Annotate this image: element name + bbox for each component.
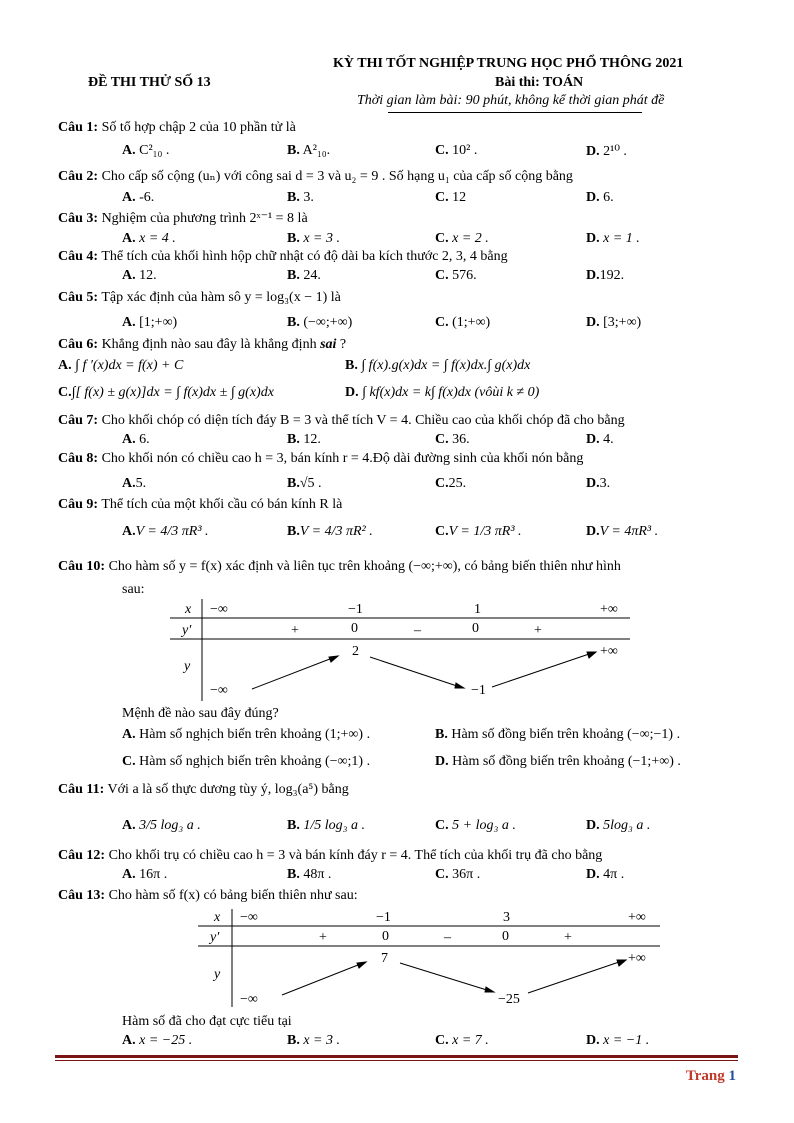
y-value: −1 <box>471 683 486 698</box>
y-value: +∞ <box>628 951 646 966</box>
question-8: Câu 8: Cho khối nón có chiều cao h = 3, bán kính r = 4.Độ dài đường sinh của khối nón bằng <box>58 451 584 466</box>
option-c: C. x = 7 . <box>435 1033 489 1048</box>
time-note-underline <box>388 112 642 113</box>
question-10: Câu 10: Cho hàm số y = f(x) xác định và liên tục trên khoảng (−∞;+∞), có bảng biến thiên như hình <box>58 559 621 574</box>
option-d: D. 4π . <box>586 867 625 882</box>
option-d: D.192. <box>586 268 625 283</box>
option-b: B. x = 3 . <box>287 1033 341 1048</box>
option-c: C.∫[ f(x) ± g(x)]dx = ∫ f(x)dx ± ∫ g(x)dx <box>58 385 274 400</box>
option-c: C. 12 <box>435 190 467 205</box>
sign: – <box>444 930 451 945</box>
row-label-x: x <box>185 602 192 617</box>
y-value: −∞ <box>240 992 258 1007</box>
option-a: A. -6. <box>122 190 155 205</box>
row-label-yprime: y′ <box>182 623 192 638</box>
sign: 0 <box>351 621 358 636</box>
variation-table-13 <box>198 907 668 1009</box>
option-d: D. ∫ kf(x)dx = k∫ f(x)dx (vôùi k ≠ 0) <box>345 385 540 400</box>
increase-arrow <box>528 961 622 993</box>
arrow-head <box>455 683 464 688</box>
x-value: −1 <box>348 602 363 617</box>
question-2: Câu 2: Cho cấp số cộng (uₙ) với công sai d = 3 và u₂ = 9 . Số hạng u₁ của cấp số cộng bằng <box>58 169 573 184</box>
option-b: B. 48π . <box>287 867 332 882</box>
option-c: C. 576. <box>435 268 477 283</box>
question-6: Câu 6: Khẳng định nào sau đây là khẳng định sai ? <box>58 337 347 352</box>
option-b: B. (−∞;+∞) <box>287 315 353 330</box>
option-c: C. x = 2 . <box>435 231 489 246</box>
option-a: A. ∫ f ′(x)dx = f(x) + C <box>58 358 184 373</box>
y-value: −25 <box>498 992 520 1007</box>
sign: + <box>564 930 572 945</box>
question-11: Câu 11: Với a là số thực dương tùy ý, log₃(a⁵) bằng <box>58 782 349 797</box>
exam-title: KỲ THI TỐT NGHIỆP TRUNG HỌC PHỔ THÔNG 2021 <box>333 56 684 71</box>
question-7: Câu 7: Cho khối chóp có diện tích đáy B = 3 và thể tích V = 4. Chiều cao của khối chóp đã cho bằng <box>58 413 625 428</box>
arrow-head <box>587 652 596 658</box>
option-b: B. ∫ f(x).g(x)dx = ∫ f(x)dx.∫ g(x)dx <box>345 358 531 373</box>
increase-arrow <box>252 657 335 689</box>
question-5: Câu 5: Tập xác định của hàm sô y = log₃(x − 1) là <box>58 290 341 305</box>
option-a: A. 16π . <box>122 867 168 882</box>
option-c: C. 36π . <box>435 867 481 882</box>
decrease-arrow <box>400 963 490 991</box>
option-d: D. Hàm số đồng biến trên khoảng (−1;+∞) . <box>435 754 681 769</box>
decrease-arrow <box>370 657 460 687</box>
sign: 0 <box>472 621 479 636</box>
arrow-head <box>485 987 494 992</box>
option-d: D. [3;+∞) <box>586 315 642 330</box>
sign: + <box>291 623 299 638</box>
option-d: D. 6. <box>586 190 614 205</box>
option-a: A. x = −25 . <box>122 1033 193 1048</box>
option-b: B.V = 4/3 πR² . <box>287 524 373 539</box>
sign: 0 <box>382 929 389 944</box>
variation-table-10 <box>170 597 640 703</box>
exam-subject: Bài thi: TOÁN <box>495 75 584 90</box>
page-word: Trang <box>685 1068 725 1084</box>
x-value: −∞ <box>210 602 228 617</box>
x-value: 1 <box>474 602 481 617</box>
option-b: B. A²₁₀. <box>287 143 331 158</box>
option-d: D. 5log₃ a . <box>586 818 651 833</box>
option-b: B. 3. <box>287 190 314 205</box>
option-a: A. [1;+∞) <box>122 315 178 330</box>
option-b: B. 1/5 log₃ a . <box>287 818 365 833</box>
sign: – <box>414 623 421 638</box>
option-a: A. 6. <box>122 432 150 447</box>
increase-arrow <box>282 963 363 995</box>
page-number: 1 <box>728 1068 736 1084</box>
y-value: 2 <box>352 644 359 659</box>
option-a: A.5. <box>122 476 147 491</box>
question-10-prompt: Mệnh đề nào sau đây đúng? <box>122 706 279 721</box>
y-value: −∞ <box>210 683 228 698</box>
question-3: Câu 3: Nghiệm của phương trình 2ˣ⁻¹ = 8 là <box>58 211 308 226</box>
option-a: A. C²₁₀ . <box>122 143 170 158</box>
option-c: C. 10² . <box>435 143 478 158</box>
option-d: D.3. <box>586 476 611 491</box>
increase-arrow <box>492 653 592 687</box>
question-13: Câu 13: Cho hàm số f(x) có bảng biến thiên như sau: <box>58 888 358 903</box>
question-13-prompt: Hàm số đã cho đạt cực tiểu tại <box>122 1014 292 1029</box>
x-value: −∞ <box>240 910 258 925</box>
emphasis-word: sai <box>320 337 337 352</box>
option-a: A. 3/5 log₃ a . <box>122 818 201 833</box>
option-c: C. 5 + log₃ a . <box>435 818 516 833</box>
arrow-head <box>617 960 626 966</box>
option-c: C. (1;+∞) <box>435 315 491 330</box>
option-c: C. 36. <box>435 432 470 447</box>
option-b: B. 24. <box>287 268 321 283</box>
option-d: D. x = 1 . <box>586 231 640 246</box>
sign: + <box>534 623 542 638</box>
sign: 0 <box>502 929 509 944</box>
footer-rule-thick <box>55 1055 738 1058</box>
row-label-y: y <box>184 659 191 674</box>
question-12: Câu 12: Cho khối trụ có chiều cao h = 3 và bán kính đáy r = 4. Thể tích của khối trụ đã cho bằng <box>58 848 603 863</box>
question-4: Câu 4: Thể tích của khối hình hộp chữ nhật có độ dài ba kích thước 2, 3, 4 bằng <box>58 249 508 264</box>
option-c: C.V = 1/3 πR³ . <box>435 524 522 539</box>
question-9: Câu 9: Thể tích của một khối cầu có bán kính R là <box>58 497 343 512</box>
x-value: −1 <box>376 910 391 925</box>
x-value: +∞ <box>628 910 646 925</box>
option-a: A. Hàm số nghịch biến trên khoảng (1;+∞) . <box>122 727 371 742</box>
question-label: Câu 1: <box>58 120 99 135</box>
option-c: C.25. <box>435 476 467 491</box>
option-d: D. 4. <box>586 432 614 447</box>
option-b: B. Hàm số đồng biến trên khoảng (−∞;−1) . <box>435 727 681 742</box>
row-label-x: x <box>214 910 221 925</box>
option-b: B. 12. <box>287 432 321 447</box>
option-a: A. 12. <box>122 268 157 283</box>
option-a: A.V = 4/3 πR³ . <box>122 524 209 539</box>
option-d: D. 2¹⁰ . <box>586 144 627 159</box>
option-c: C. Hàm số nghịch biến trên khoảng (−∞;1) . <box>122 754 371 769</box>
option-a: A. x = 4 . <box>122 231 176 246</box>
question-1 <box>58 120 296 136</box>
row-label-yprime: y′ <box>210 930 220 945</box>
exam-time-note: Thời gian làm bài: 90 phút, không kể thời gian phát đề <box>357 93 665 108</box>
option-b: B.√5 . <box>287 476 322 491</box>
option-d: D. x = −1 . <box>586 1033 650 1048</box>
test-name: ĐỀ THI THỬ SỐ 13 <box>88 75 211 90</box>
footer-rule-thin <box>55 1060 738 1061</box>
x-value: 3 <box>503 910 510 925</box>
arrow-head <box>357 962 366 968</box>
page-footer <box>686 1068 736 1085</box>
question-text: Số tổ hợp chập 2 của 10 phần tử là <box>101 120 296 135</box>
option-b: B. x = 3 . <box>287 231 341 246</box>
option-d: D.V = 4πR³ . <box>586 524 659 539</box>
x-value: +∞ <box>600 602 618 617</box>
row-label-y: y <box>214 967 221 982</box>
arrow-head <box>329 656 338 662</box>
y-value: 7 <box>381 951 388 966</box>
question-10-cont: sau: <box>122 582 145 597</box>
sign: + <box>319 930 327 945</box>
y-value: +∞ <box>600 644 618 659</box>
